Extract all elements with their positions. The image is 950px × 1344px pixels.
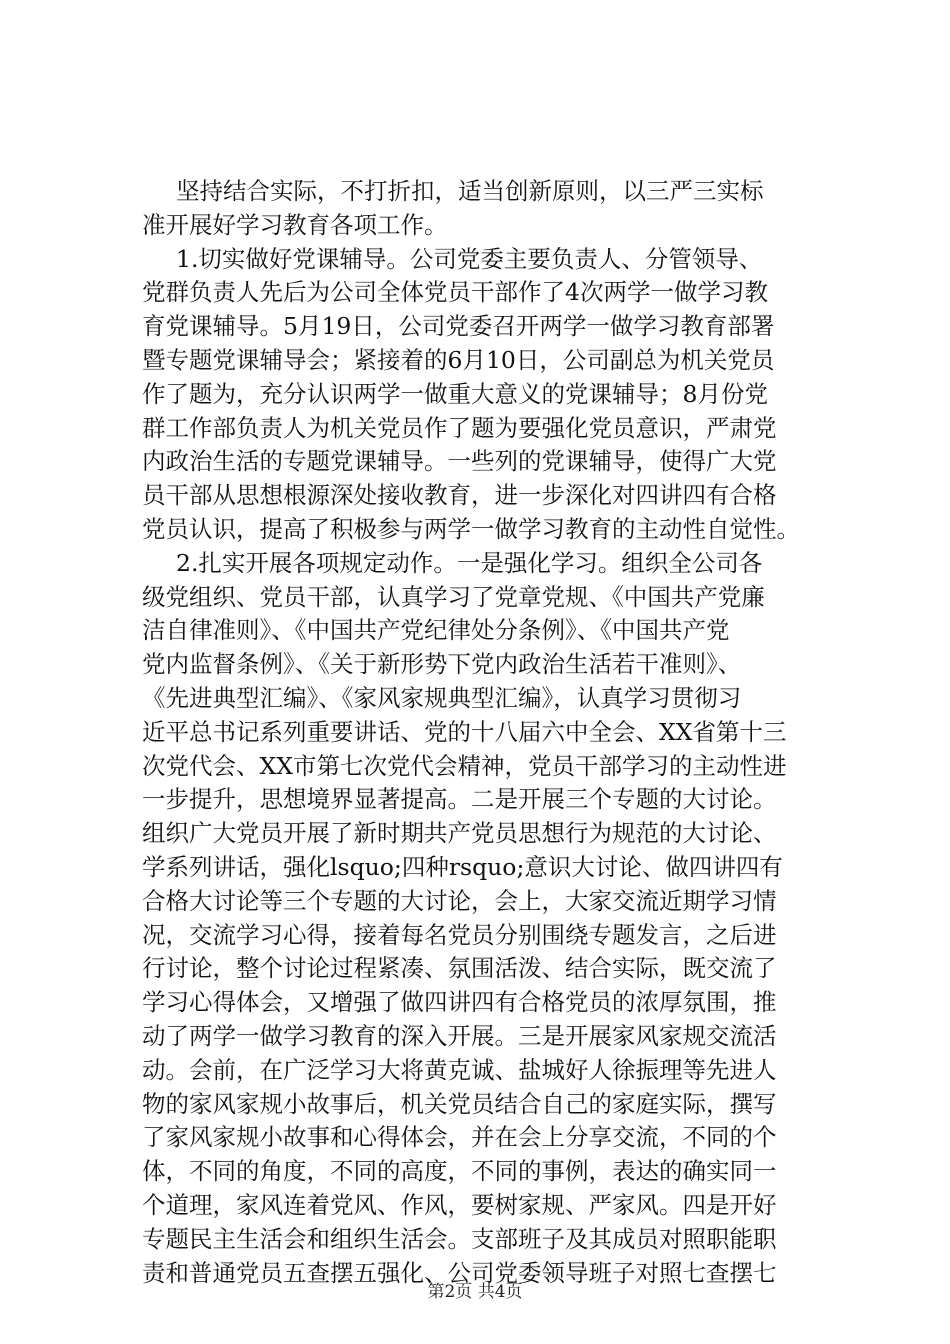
text-line: 作了题为，充分认识两学一做重大意义的党课辅导；8月份党 — [142, 379, 768, 408]
text-line: 组织广大党员开展了新时期共产党员思想行为规范的大讨论、 — [142, 819, 777, 848]
text-line: 党内监督条例》、《关于新形势下党内政治生活若干准则》、 — [142, 650, 742, 679]
text-line: 动。会前，在广泛学习大将黄克诚、盐城好人徐振理等先进人 — [142, 1055, 777, 1084]
text-line: 内政治生活的专题党课辅导。一些列的党课辅导，使得广大党 — [142, 447, 777, 476]
text-line: 坚持结合实际，不打折扣，适当创新原则，以三严三实标 — [176, 177, 764, 205]
text-line: 体，不同的角度，不同的高度，不同的事例，表达的确实同一 — [142, 1157, 777, 1186]
text-line: 学习心得体会，又增强了做四讲四有合格党员的浓厚氛围，推 — [142, 988, 777, 1017]
text-line: 党员认识，提高了积极参与两学一做学习教育的主动性自觉性。 — [142, 514, 800, 543]
text-line: 群工作部负责人为机关党员作了题为要强化党员意识，严肃党 — [142, 413, 777, 442]
text-line: 级党组织、党员干部，认真学习了党章党规、《中国共产党廉 — [142, 582, 765, 611]
text-line: 动了两学一做学习教育的深入开展。三是开展家风家规交流活 — [142, 1021, 777, 1050]
text-line: 个道理，家风连着党风、作风，要树家规、严家风。四是开好 — [142, 1190, 777, 1219]
text-line: 暨专题党课辅导会；紧接着的6月10日，公司副总为机关党员 — [142, 345, 775, 374]
text-line: 物的家风家规小故事后，机关党员结合自己的家庭实际，撰写 — [142, 1089, 777, 1118]
text-line: 准开展好学习教育各项工作。 — [142, 210, 448, 239]
text-line: 况，交流学习心得，接着每名党员分别围绕专题发言，之后进 — [142, 920, 777, 949]
text-line: 近平总书记系列重要讲话、党的十八届六中全会、XX省第十三 — [142, 717, 787, 746]
text-line: 2.扎实开展各项规定动作。一是强化学习。组织全公司各 — [176, 548, 763, 577]
text-line: 责和普通党员五查摆五强化、公司党委领导班子对照七查摆七 — [142, 1258, 777, 1287]
page-footer: 第2页 共4页 — [427, 1282, 523, 1302]
text-line: 学系列讲话，强化lsquo;四种rsquo;意识大讨论、做四讲四有 — [142, 852, 783, 881]
text-line: 《先进典型汇编》、《家风家规典型汇编》，认真学习贯彻习 — [142, 683, 742, 712]
text-line: 一步提升，思想境界显著提高。二是开展三个专题的大讨论。 — [142, 785, 777, 814]
text-line: 行讨论，整个讨论过程紧凑、氛围活泼、结合实际，既交流了 — [142, 954, 777, 983]
text-line: 1.切实做好党课辅导。公司党委主要负责人、分管领导、 — [176, 244, 763, 273]
text-line: 了家风家规小故事和心得体会，并在会上分享交流，不同的个 — [142, 1123, 777, 1152]
text-line: 次党代会、XX市第七次党代会精神，党员干部学习的主动性进 — [142, 751, 787, 780]
text-line: 育党课辅导。5月19日，公司党委召开两学一做学习教育部署 — [142, 312, 775, 341]
text-line: 员干部从思想根源深处接收教育，进一步深化对四讲四有合格 — [142, 481, 777, 510]
body-text — [142, 175, 812, 1290]
text-line: 合格大讨论等三个专题的大讨论，会上，大家交流近期学习情 — [142, 886, 777, 915]
text-line: 专题民主生活会和组织生活会。支部班子及其成员对照职能职 — [142, 1224, 777, 1253]
text-line: 党群负责人先后为公司全体党员干部作了4次两学一做学习教 — [142, 278, 768, 307]
text-line: 洁自律准则》、《中国共产党纪律处分条例》、《中国共产党 — [142, 616, 730, 645]
